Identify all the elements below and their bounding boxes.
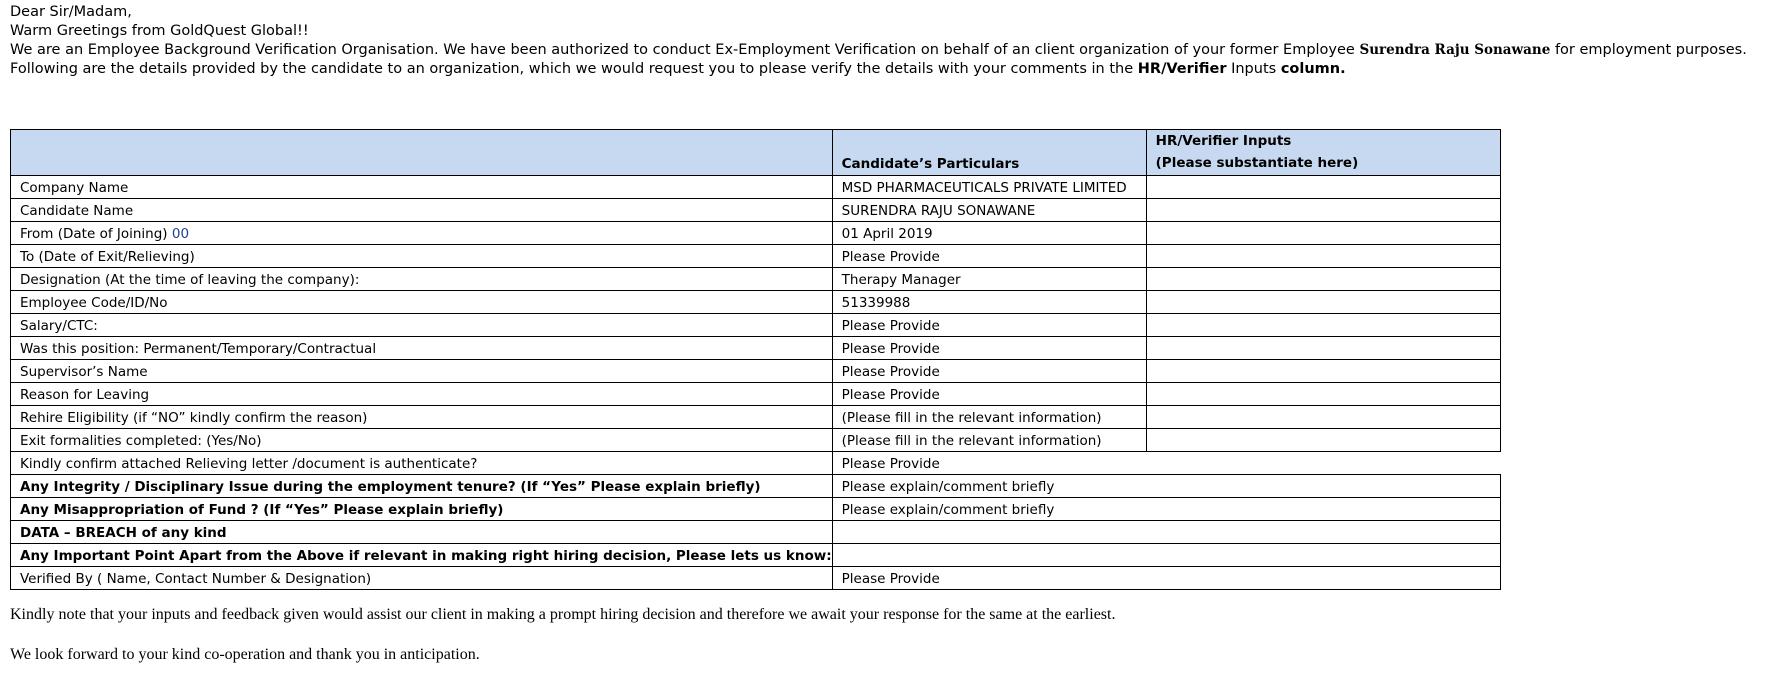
verifier-input-cell[interactable] xyxy=(1146,222,1500,245)
row-value: MSD PHARMACEUTICALS PRIVATE LIMITED xyxy=(832,176,1146,199)
request-inputs: Inputs xyxy=(1231,61,1277,77)
verifier-input-cell[interactable] xyxy=(1146,360,1500,383)
row-label: Any Important Point Apart from the Above if relevant in making right hiring decision, Please lets us know: xyxy=(11,544,833,567)
row-label: Designation (At the time of leaving the company): xyxy=(11,268,833,291)
row-value: Please Provide xyxy=(832,452,1500,475)
table-row xyxy=(11,176,1501,199)
row-value: Please explain/comment briefly xyxy=(832,498,1500,521)
row-value: Please explain/comment briefly xyxy=(832,475,1500,498)
row-label: Kindly confirm attached Relieving letter /document is authenticate? xyxy=(11,452,833,475)
row-value: 51339988 xyxy=(832,291,1146,314)
intro-suffix: for employment purposes. xyxy=(1554,42,1747,58)
table-row xyxy=(11,245,1501,268)
header-verifier-inputs xyxy=(1146,130,1500,176)
request-prefix: Following are the details provided by the candidate to an organization, which we would request you to please verify the details with your comments in the xyxy=(10,61,1134,77)
row-value: (Please fill in the relevant information) xyxy=(832,429,1146,452)
table-header-row xyxy=(11,130,1501,176)
request-paragraph xyxy=(10,60,1780,79)
row-value: 01 April 2019 xyxy=(832,222,1146,245)
row-label-text: From (Date of Joining) xyxy=(20,226,168,242)
row-label: Verified By ( Name, Contact Number & Designation) xyxy=(11,567,833,590)
row-value: Please Provide xyxy=(832,314,1146,337)
verifier-input-cell[interactable] xyxy=(1146,245,1500,268)
row-label: To (Date of Exit/Relieving) xyxy=(11,245,833,268)
table-row xyxy=(11,291,1501,314)
table-row xyxy=(11,498,1501,521)
header-verifier-line2: (Please substantiate here) xyxy=(1155,155,1359,171)
table-row xyxy=(11,222,1501,245)
verification-table xyxy=(10,129,1501,590)
row-label: Employee Code/ID/No xyxy=(11,291,833,314)
row-label: Any Misappropriation of Fund ? (If “Yes” Please explain briefly) xyxy=(11,498,833,521)
employee-name: Surendra Raju Sonawane xyxy=(1359,42,1551,58)
row-label: Rehire Eligibility (if “NO” kindly confirm the reason) xyxy=(11,406,833,429)
row-label: DATA – BREACH of any kind xyxy=(11,521,833,544)
row-value: Please Provide xyxy=(832,360,1146,383)
table-row xyxy=(11,452,1501,475)
table-row xyxy=(11,521,1501,544)
row-label: Reason for Leaving xyxy=(11,383,833,406)
row-label: Any Integrity / Disciplinary Issue during the employment tenure? (If “Yes” Please explain briefly) xyxy=(11,475,833,498)
table-row xyxy=(11,475,1501,498)
row-value: Therapy Manager xyxy=(832,268,1146,291)
intro-prefix: We are an Employee Background Verification Organisation. We have been authorized to conduct Ex-Employment Verification on behalf of an client organization of your former Employee xyxy=(10,42,1355,58)
table-row xyxy=(11,544,1501,567)
row-label-extra: 00 xyxy=(171,226,190,242)
verifier-input-cell[interactable] xyxy=(1146,199,1500,222)
table-row xyxy=(11,406,1501,429)
row-label: Supervisor’s Name xyxy=(11,360,833,383)
verifier-input-cell[interactable] xyxy=(1146,291,1500,314)
table-row xyxy=(11,337,1501,360)
greeting: Warm Greetings from GoldQuest Global!! xyxy=(10,23,309,39)
header-field xyxy=(11,130,833,176)
row-value[interactable] xyxy=(832,521,1500,544)
table-row xyxy=(11,314,1501,337)
row-label: Was this position: Permanent/Temporary/Contractual xyxy=(11,337,833,360)
header-verifier-line1: HR/Verifier Inputs xyxy=(1155,133,1292,149)
row-value: (Please fill in the relevant information) xyxy=(832,406,1146,429)
intro-paragraph xyxy=(10,41,1780,60)
table-row xyxy=(11,383,1501,406)
row-label: Exit formalities completed: (Yes/No) xyxy=(11,429,833,452)
request-column: column. xyxy=(1280,61,1346,77)
row-value: Please Provide xyxy=(832,337,1146,360)
verifier-input-cell[interactable] xyxy=(1146,383,1500,406)
row-label xyxy=(11,222,833,245)
email-body xyxy=(10,3,1780,663)
closing-thanks: We look forward to your kind co-operation and thank you in anticipation. xyxy=(10,646,480,663)
row-value: Please Provide xyxy=(832,245,1146,268)
verifier-input-cell[interactable] xyxy=(1146,337,1500,360)
row-value: Please Provide xyxy=(832,383,1146,406)
row-value: Please Provide xyxy=(832,567,1500,590)
closing-note: Kindly note that your inputs and feedback given would assist our client in making a prompt hiring decision and therefore we await your response for the same at the earliest. xyxy=(10,606,1116,623)
row-value: SURENDRA RAJU SONAWANE xyxy=(832,199,1146,222)
table-row xyxy=(11,360,1501,383)
verifier-input-cell[interactable] xyxy=(1146,429,1500,452)
request-hr: HR/Verifier xyxy=(1137,61,1227,77)
table-row xyxy=(11,268,1501,291)
header-candidate-particulars: Candidate’s Particulars xyxy=(832,130,1146,176)
verifier-input-cell[interactable] xyxy=(1146,406,1500,429)
row-label: Salary/CTC: xyxy=(11,314,833,337)
table-row xyxy=(11,199,1501,222)
table-row xyxy=(11,567,1501,590)
row-label: Company Name xyxy=(11,176,833,199)
letter-intro xyxy=(10,3,1780,79)
table-row xyxy=(11,429,1501,452)
verifier-input-cell[interactable] xyxy=(1146,268,1500,291)
verifier-input-cell[interactable] xyxy=(1146,314,1500,337)
row-value[interactable] xyxy=(832,544,1500,567)
row-label: Candidate Name xyxy=(11,199,833,222)
salutation: Dear Sir/Madam, xyxy=(10,4,132,20)
verifier-input-cell[interactable] xyxy=(1146,176,1500,199)
